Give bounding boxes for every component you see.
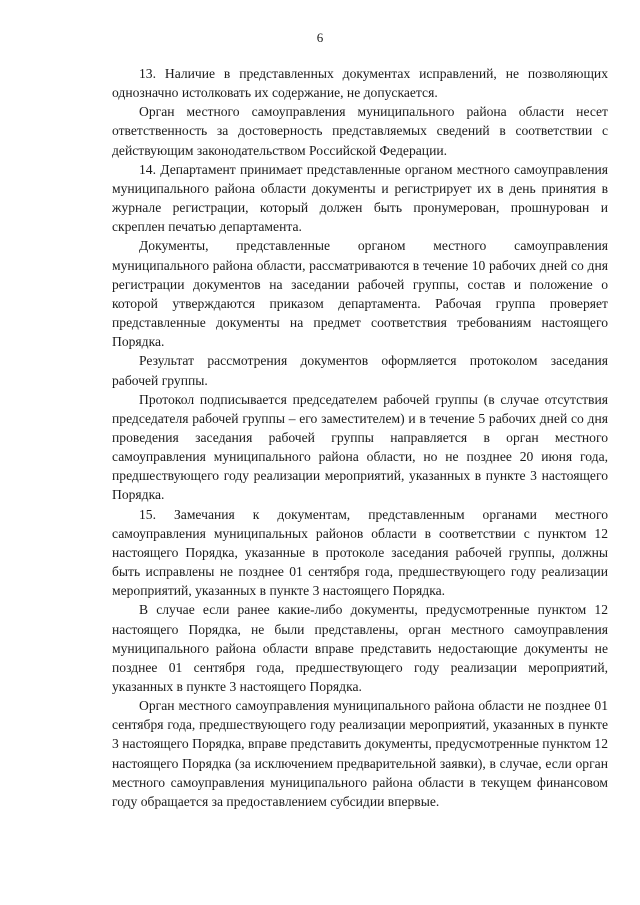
paragraph-15: 15. Замечания к документам, представленным органами местного самоуправления муниципальных районов области в соответствии с пунктом 12 настоящего Порядка, указанные в протоколе заседания рабочей группы, должны быть исправлены не позднее 01 сентября года, предшествующего году реализации мероприятий, указанных в пункте 3 настоящего Порядка. xyxy=(112,506,608,599)
page-number: 6 xyxy=(316,30,324,45)
paragraph-missing-documents: В случае если ранее какие-либо документы, предусмотренные пунктом 12 настоящего Порядка, не были представлены, орган местного самоуправления муниципального района области вправе представить недостающие документы не позднее 01 сентября года, предшествующего году реализации мероприятий, указанных в пункте 3 настоящего Порядка. xyxy=(112,602,608,694)
paragraph-13: 13. Наличие в представленных документах исправлений, не позволяющих однозначно истолковать их содержание, не допускается. xyxy=(112,66,608,101)
paragraph-review: Документы, представленные органом местного самоуправления муниципального района области, рассматриваются в течение 10 рабочих дней со дня регистрации документов на заседании рабочей группы, состав и положение о которой утверждаются приказом департамента. Рабочая группа проверяет представленные документы на предмет соответствия требованиям настоящего Порядка. xyxy=(112,238,608,350)
paragraph-result: Результат рассмотрения документов оформляется протоколом заседания рабочей группы. xyxy=(112,353,608,388)
paragraph-14: 14. Департамент принимает представленные органом местного самоуправления муниципального района области документы и регистрирует их в день принятия в журнале регистрации, который должен быть пронумерован, прошнурован и скреплен печатью департамента. xyxy=(112,161,608,235)
paragraph-protocol: Протокол подписывается председателем рабочей группы (в случае отсутствия председателя рабочей группы – его заместителем) и в течение 5 рабочих дней со дня проведения заседания рабочей группы направляется в орган местного самоуправления муниципального района области, но не позднее 20 июня года, предшествующего году реализации мероприятий, указанных в пункте 3 настоящего Порядка. xyxy=(112,391,608,503)
document-body xyxy=(112,64,608,811)
paragraph-responsibility: Орган местного самоуправления муниципального района области несет ответственность за достоверность представляемых сведений в соответствии с действующим законодательством Российской Федерации. xyxy=(112,104,608,158)
paragraph-first-time-subsidy: Орган местного самоуправления муниципального района области не позднее 01 сентября года, предшествующего году реализации мероприятий, указанных в пункте 3 настоящего Порядка, вправе представить документы, предусмотренные пунктом 12 настоящего Порядка (за исключением предварительной заявки), в случае, если орган местного самоуправления муниципального района области в текущем финансовом году обращается за предоставлением субсидии впервые. xyxy=(112,698,608,809)
